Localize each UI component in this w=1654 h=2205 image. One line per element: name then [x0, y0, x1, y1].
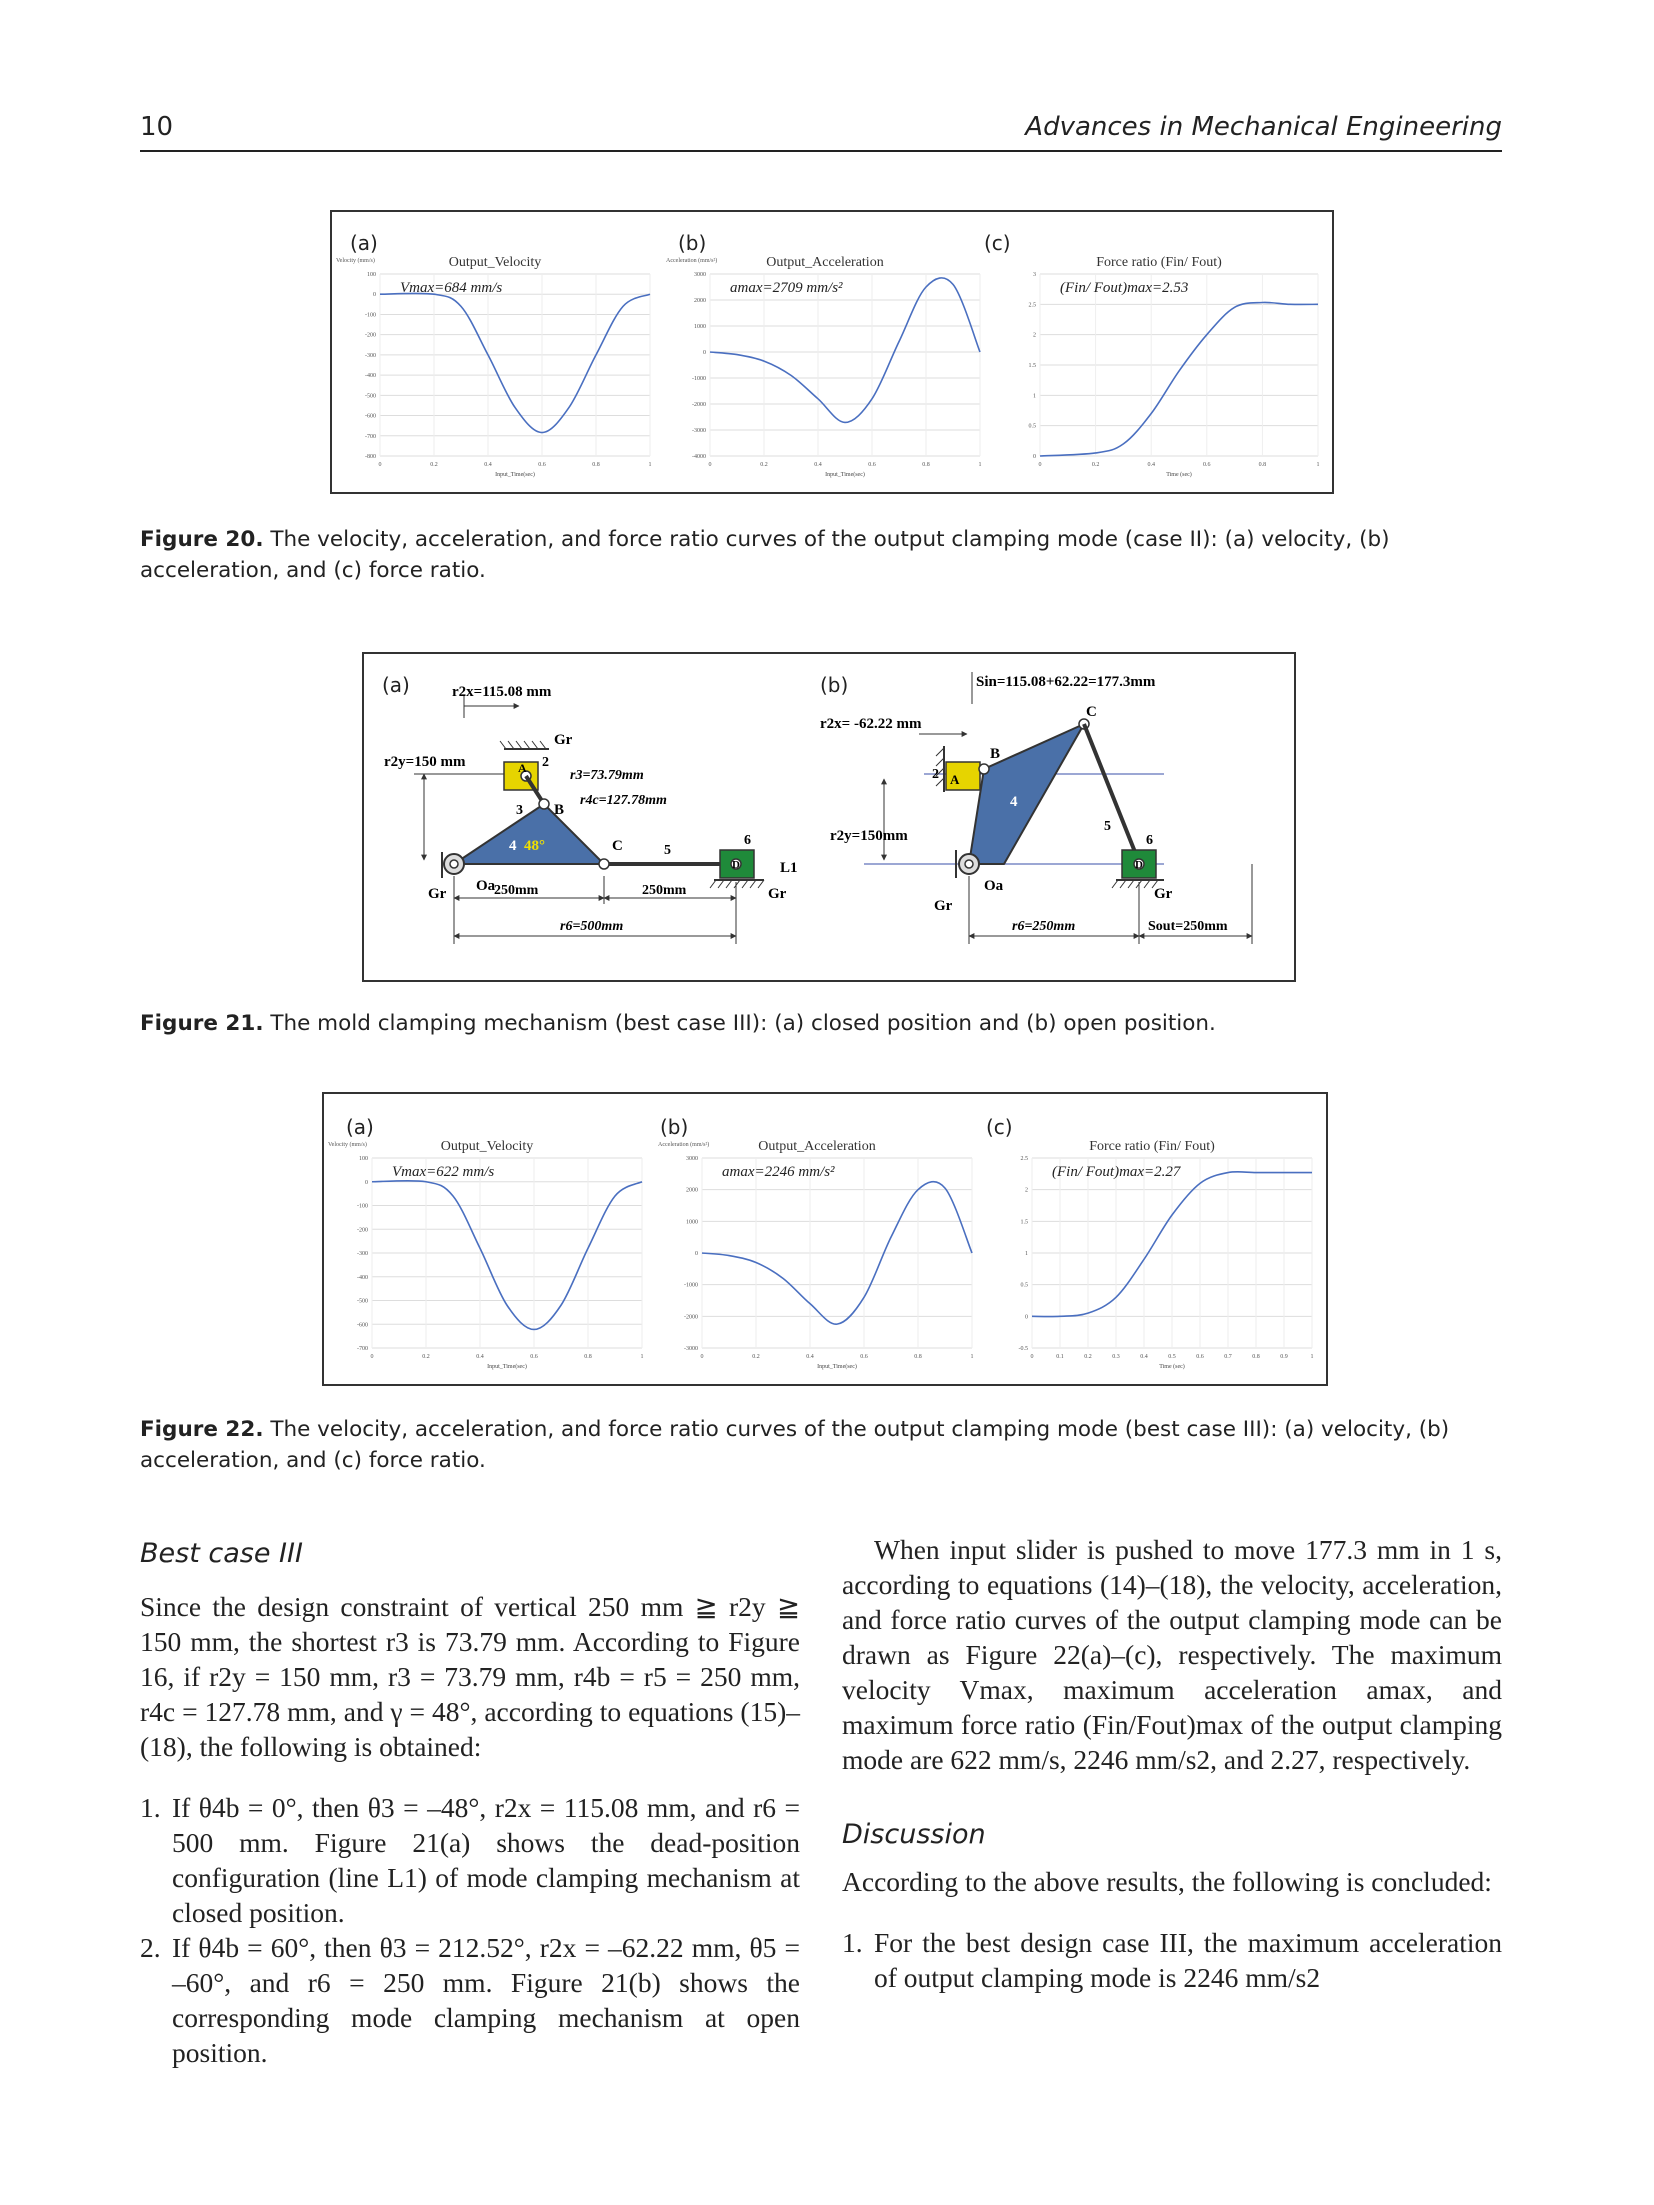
fig20a-xtick: 1	[648, 462, 652, 468]
fig22c-xtick: 0.6	[1196, 1354, 1204, 1360]
fig21a-joint-b	[539, 799, 549, 809]
fig22c-ytick: 2.5	[1020, 1156, 1028, 1162]
fig22b-ytick: 0	[695, 1251, 698, 1257]
left-list	[140, 1790, 800, 2070]
right-list-text-1: For the best design case III, the maximum acceleration of output clamping mode is 2246 mm/s2	[874, 1927, 1502, 1993]
fig20c-xtick: 0.2	[1091, 462, 1100, 468]
fig21a-link-2: 2	[542, 755, 549, 770]
fig20b-title: Output_Acceleration	[766, 255, 884, 270]
fig22a-ytick: -400	[357, 1274, 368, 1281]
figure-21-caption	[140, 1008, 1502, 1039]
fig21a-label: (a)	[382, 673, 410, 697]
fig21a-link4-body	[454, 804, 604, 864]
figure-21	[362, 652, 1296, 982]
chart-fig22b	[658, 1139, 974, 1370]
fig20b-ytick: -1000	[692, 376, 706, 382]
fig22c-ytick: -0.5	[1018, 1346, 1028, 1352]
fig20c-xtick: 0.8	[1258, 462, 1267, 468]
fig21a-link-4: 4	[509, 838, 517, 854]
fig20b-xtick: 0.2	[760, 462, 768, 468]
fig22a-xtick: 0.8	[584, 1354, 592, 1360]
fig22c-xlabel: Time (sec)	[1159, 1364, 1185, 1370]
fig22b-xtick: 0	[700, 1354, 704, 1360]
fig22c-xtick: 0.7	[1224, 1354, 1232, 1360]
fig22a-ytick: -500	[357, 1298, 368, 1305]
fig22b-ytick: 2000	[686, 1187, 698, 1194]
fig20b-xtick: 0.6	[868, 462, 876, 468]
fig22a-ytick: 100	[359, 1156, 368, 1162]
fig22c-ytick: 0.5	[1020, 1282, 1028, 1289]
right-list-num-1: 1.	[842, 1927, 863, 1958]
fig20a-annotation: Vmax=684 mm/s	[400, 280, 503, 296]
fig21b-sin: Sin=115.08+62.22=177.3mm	[976, 674, 1156, 690]
fig22a-ytick: 0	[365, 1179, 368, 1186]
fig22b-ytick: 3000	[686, 1156, 698, 1162]
fig20a-xtick: 0	[378, 462, 382, 468]
fig20-panel-b-label: (b)	[678, 231, 707, 255]
fig21a-ground-top-hatch	[500, 741, 546, 749]
fig22c-ytick: 0	[1025, 1314, 1028, 1321]
fig22c-xtick: 0.5	[1168, 1354, 1176, 1360]
fig22b-xtick: 0.4	[806, 1354, 814, 1360]
fig20c-xtick: 1	[1316, 462, 1320, 468]
fig21a-r2y-text: r2y=150 mm	[384, 754, 466, 770]
fig21a-r2x-text: r2x=115.08 mm	[452, 684, 552, 700]
figure-22-caption-text: The velocity, acceleration, and force ratio curves of the output clamping mode (best case III): (a) velocity, (b) acceleration, and (c) force ratio.	[140, 1417, 1450, 1473]
fig20c-title: Force ratio (Fin/ Fout)	[1096, 255, 1222, 270]
fig22a-series-line	[372, 1181, 642, 1330]
fig20c-ytick: 2	[1033, 332, 1036, 339]
fig21b-sout: Sout=250mm	[1148, 919, 1228, 934]
fig21b-node-c: C	[1086, 704, 1097, 720]
fig21a-angle: 48°	[524, 838, 545, 854]
fig21b-link-6: 6	[1146, 833, 1153, 848]
fig21a-node-d: D	[732, 859, 740, 871]
fig20a-ytick: -600	[365, 413, 376, 420]
right-para-1: When input slider is pushed to move 177.3 mm in 1 s, according to equations (14)–(18), the velocity, acceleration, and force ratio curves of the output clamping mode can be drawn as Figure 22(a)–(c), respectively. The maximum velocity Vmax, maximum acceleration amax, and maximum force ratio (Fin/Fout)max of the output clamping mode are 622 mm/s, 2246 mm/s2, and 2.27, respectively.	[842, 1534, 1502, 1775]
fig20b-ytick: -4000	[692, 454, 706, 460]
fig21a-mechanism	[384, 684, 798, 944]
fig20a-ytick: -500	[365, 393, 376, 400]
fig22c-xtick: 0.2	[1084, 1354, 1092, 1360]
left-list-text-1: If θ4b = 0°, then θ3 = –48°, r2x = 115.08 mm, and r6 = 500 mm. Figure 21(a) shows the dead-position configuration (line L1) of mode clamping mechanism at closed position.	[172, 1792, 800, 1928]
fig21a-node-a: A	[518, 761, 527, 775]
fig22a-xlabel: Input_Time(sec)	[487, 1364, 527, 1370]
fig22b-title: Output_Acceleration	[758, 1139, 876, 1154]
fig22c-xtick: 1	[1310, 1354, 1314, 1360]
fig22a-ytick: -600	[357, 1322, 368, 1329]
fig22c-ytick: 1	[1025, 1251, 1028, 1257]
fig20a-xlabel: Input_Time(sec)	[495, 472, 535, 478]
left-para-1: Since the design constraint of vertical 250 mm ≧ r2y ≧ 150 mm, the shortest r3 is 73.79 mm. According to Figure 16, if r2y = 150 mm, r3 = 73.79 mm, r4b = r5 = 250 mm, r4c = 127.78 mm, and γ = 48°, according to equations (15)–(18), the following is obtained:	[140, 1591, 800, 1762]
fig21b-link-5-bar	[1084, 724, 1139, 862]
fig21a-l1: L1	[780, 860, 798, 876]
figure-20-caption-label: Figure 20.	[140, 527, 264, 552]
fig20c-ytick: 3	[1033, 272, 1036, 278]
fig21b-ground-right-hatch	[1112, 880, 1158, 888]
header-rule	[140, 150, 1502, 152]
figure-20-caption-text: The velocity, acceleration, and force ratio curves of the output clamping mode (case II): (a) velocity, (b) acceleration, and (c) force ratio.	[140, 527, 1390, 583]
fig22b-xtick: 0.6	[860, 1354, 868, 1360]
fig22b-xtick: 0.8	[914, 1354, 922, 1360]
figure-20-svg	[332, 212, 1332, 492]
figure-22	[322, 1092, 1328, 1386]
fig20a-xtick: 0.4	[484, 462, 492, 468]
figure-20	[330, 210, 1334, 494]
left-list-num-2: 2.	[140, 1932, 161, 1963]
fig22b-ytick: -1000	[684, 1282, 698, 1289]
fig20c-ytick: 2.5	[1028, 302, 1036, 309]
fig21b-node-b: B	[990, 746, 1001, 762]
fig22c-title: Force ratio (Fin/ Fout)	[1089, 1139, 1215, 1154]
fig20b-ytick: 0	[703, 350, 706, 356]
fig20c-xtick: 0.4	[1147, 462, 1155, 468]
fig22a-xtick: 0	[370, 1354, 374, 1360]
fig21a-r3-text: r3=73.79mm	[570, 768, 644, 783]
fig21a-r4c-text: r4c=127.78mm	[580, 793, 667, 808]
fig20-panel-c-label: (c)	[984, 231, 1011, 255]
fig21a-len1: 250mm	[494, 883, 539, 898]
fig20c-series-line	[1040, 302, 1318, 456]
fig20b-ytick: -3000	[692, 428, 706, 434]
fig21b-gr-left: Gr	[934, 898, 953, 914]
fig22-panel-b-label: (b)	[660, 1115, 689, 1139]
fig21b-oa: Oa	[984, 878, 1004, 894]
fig20c-ytick: 0	[1033, 454, 1036, 460]
fig22c-xtick: 0.3	[1112, 1354, 1120, 1360]
fig20c-ytick: 1.5	[1028, 363, 1036, 369]
fig22a-title: Output_Velocity	[440, 1139, 534, 1154]
fig22-panel-c-label: (c)	[986, 1115, 1013, 1139]
fig21b-gr-right: Gr	[1154, 886, 1173, 902]
fig22a-xtick: 0.6	[530, 1354, 538, 1360]
fig20a-title: Output_Velocity	[448, 255, 542, 270]
fig21a-ground-right-hatch	[710, 880, 764, 888]
fig21b-link-2: 2	[932, 767, 939, 782]
fig20a-ylabel: Velocity (mm/s)	[336, 258, 375, 264]
figure-22-svg	[324, 1094, 1326, 1384]
fig22a-ytick: -300	[357, 1251, 368, 1257]
fig20a-ytick: 0	[373, 292, 376, 299]
fig21b-node-d: D	[1135, 859, 1143, 871]
fig21a-gr-top: Gr	[554, 732, 573, 748]
section-heading-discussion: Discussion	[842, 1819, 986, 1850]
fig21a-gr-left: Gr	[428, 886, 447, 902]
fig22a-ytick: -200	[357, 1227, 368, 1234]
fig21b-label: (b)	[820, 673, 849, 697]
fig22c-xtick: 0.4	[1140, 1354, 1148, 1360]
figure-22-caption-label: Figure 22.	[140, 1417, 264, 1442]
fig21a-node-b: B	[554, 802, 565, 818]
fig21a-r6: r6=500mm	[560, 919, 624, 934]
right-list-item-1	[842, 1925, 1502, 1995]
fig20b-ytick: 1000	[694, 324, 706, 330]
figure-21-caption-text: The mold clamping mechanism (best case III): (a) closed position and (b) open position.	[270, 1011, 1216, 1036]
fig21a-joint-c	[599, 859, 609, 869]
fig22b-ytick: -3000	[684, 1346, 698, 1352]
left-list-item-1	[140, 1790, 800, 1930]
fig21b-link-4: 4	[1010, 794, 1018, 810]
chart-fig20b	[666, 255, 982, 478]
fig22c-xtick: 0.1	[1056, 1354, 1064, 1360]
section-heading-best-case: Best case III	[140, 1538, 303, 1569]
fig22b-xtick: 0.2	[752, 1354, 760, 1360]
fig20a-ytick: -100	[365, 312, 376, 319]
fig20b-ylabel: Acceleration (mm/s²)	[666, 258, 718, 264]
figure-22-caption	[140, 1414, 1502, 1476]
fig22a-xtick: 0.2	[422, 1354, 430, 1360]
fig22a-ytick: -100	[357, 1203, 368, 1210]
left-list-text-2: If θ4b = 60°, then θ3 = 212.52°, r2x = –62.22 mm, θ5 = –60°, and r6 = 250 mm. Figure 21(b) shows the corresponding mode clamping mechanism at open position.	[172, 1932, 800, 2068]
fig21a-pivot-oa-inner	[450, 860, 458, 868]
fig21b-node-a: A	[950, 772, 960, 787]
fig20a-xtick: 0.2	[430, 462, 438, 468]
fig22c-xtick: 0.8	[1252, 1354, 1260, 1360]
fig21b-link4-body	[969, 724, 1084, 864]
fig20b-ytick: 3000	[694, 272, 706, 278]
fig20b-annotation: amax=2709 mm/s²	[730, 280, 843, 296]
figure-21-svg	[364, 654, 1294, 980]
right-para-2: According to the above results, the following is concluded:	[842, 1866, 1492, 1897]
fig21a-node-c: C	[612, 838, 623, 854]
fig21a-gr-right: Gr	[768, 886, 787, 902]
left-list-item-2	[140, 1930, 800, 2070]
fig20b-ytick: 2000	[694, 298, 706, 304]
fig22a-xtick: 1	[640, 1354, 644, 1360]
fig20c-ytick: 1	[1033, 393, 1036, 400]
right-list	[842, 1925, 1502, 1995]
fig21a-link-3: 3	[516, 803, 523, 818]
fig21a-link-5: 5	[664, 843, 671, 858]
fig20b-xlabel: Input_Time(sec)	[825, 472, 865, 478]
fig22a-xtick: 0.4	[476, 1354, 484, 1360]
fig21b-joint-b	[979, 764, 989, 774]
fig22a-ylabel: Velocity (mm/s)	[328, 1142, 367, 1148]
fig20b-xtick: 0.4	[814, 462, 822, 468]
fig20b-xtick: 0.8	[922, 462, 930, 468]
chart-fig22c	[1019, 1139, 1314, 1370]
fig22c-annotation: (Fin/ Fout)max=2.27	[1052, 1164, 1181, 1180]
fig20-panel-a-label: (a)	[350, 231, 378, 255]
right-column	[842, 1532, 1502, 1995]
fig21b-r2x: r2x= -62.22 mm	[820, 716, 922, 732]
fig22b-xtick: 1	[970, 1354, 974, 1360]
fig20c-xtick: 0	[1038, 462, 1042, 468]
fig21a-len2: 250mm	[642, 883, 687, 898]
fig20b-xtick: 0	[708, 462, 712, 468]
fig22-panel-a-label: (a)	[346, 1115, 374, 1139]
fig22b-ytick: 1000	[686, 1219, 698, 1226]
fig21b-mechanism	[820, 672, 1252, 944]
fig20a-ytick: -400	[365, 373, 376, 380]
chart-fig22a	[328, 1139, 644, 1370]
fig21a-link-6: 6	[744, 833, 751, 848]
chart-fig20a	[336, 255, 652, 478]
fig21b-link-5: 5	[1104, 819, 1111, 834]
fig22b-annotation: amax=2246 mm/s²	[722, 1164, 835, 1180]
fig22b-ytick: -2000	[684, 1314, 698, 1321]
fig21b-pivot-oa-inner	[965, 860, 973, 868]
fig22c-xtick: 0.9	[1280, 1354, 1288, 1360]
page-number: 10	[140, 112, 174, 142]
fig22b-ylabel: Acceleration (mm/s²)	[658, 1142, 710, 1148]
left-column	[140, 1536, 800, 2070]
fig20a-ytick: 100	[367, 272, 376, 278]
fig22c-ytick: 1.5	[1020, 1219, 1028, 1226]
fig20a-xtick: 0.8	[592, 462, 600, 468]
fig20b-xtick: 1	[978, 462, 982, 468]
fig22b-xlabel: Input_Time(sec)	[817, 1364, 857, 1370]
fig20a-ytick: -200	[365, 332, 376, 339]
left-list-num-1: 1.	[140, 1792, 161, 1823]
journal-title: Advances in Mechanical Engineering	[1025, 112, 1502, 142]
fig20c-annotation: (Fin/ Fout)max=2.53	[1060, 280, 1189, 296]
fig20c-xtick: 0.6	[1203, 462, 1211, 468]
fig21a-oa: Oa	[476, 878, 496, 894]
fig22c-ytick: 2	[1025, 1187, 1028, 1194]
fig20a-ytick: -700	[365, 433, 376, 440]
chart-fig20c	[1029, 255, 1320, 478]
fig20b-ytick: -2000	[692, 402, 706, 408]
fig22a-ytick: -700	[357, 1346, 368, 1352]
fig21b-r6: r6=250mm	[1012, 919, 1076, 934]
fig20a-ytick: -800	[365, 454, 376, 460]
figure-21-caption-label: Figure 21.	[140, 1011, 264, 1036]
fig22c-xtick: 0	[1030, 1354, 1034, 1360]
fig20a-xtick: 0.6	[538, 462, 546, 468]
fig20a-ytick: -300	[365, 352, 376, 359]
fig20c-ytick: 0.5	[1028, 423, 1036, 430]
fig22a-annotation: Vmax=622 mm/s	[392, 1164, 495, 1180]
fig20c-xlabel: Time (sec)	[1166, 472, 1192, 478]
fig21b-r2y: r2y=150mm	[830, 828, 908, 844]
figure-20-caption	[140, 524, 1502, 586]
